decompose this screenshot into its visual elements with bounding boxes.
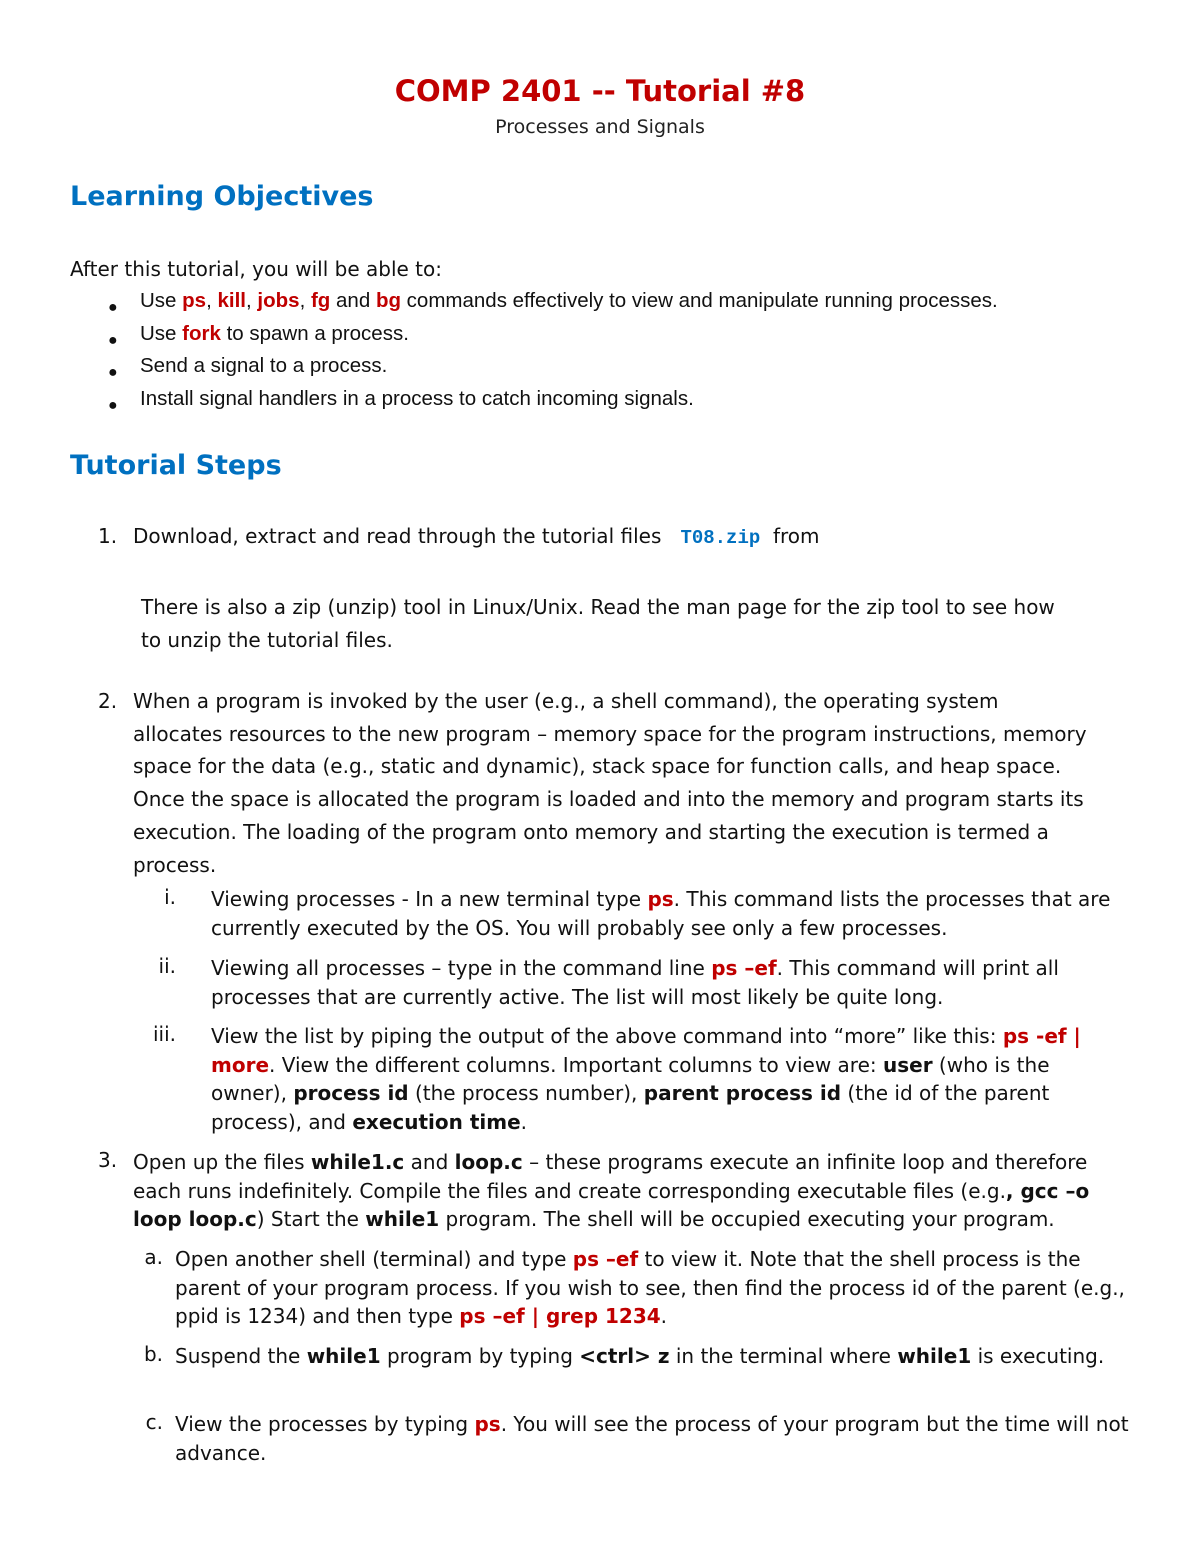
bullet-icon: ● (108, 364, 118, 381)
tutorial-steps-heading: Tutorial Steps (70, 450, 282, 481)
substep-number: iii. (152, 1022, 176, 1046)
list-item: ● Install signal handlers in a process to catch incoming signals. (108, 384, 1168, 417)
substep-text: View the processes by typing ps. You will see the process of your program but the time will not advance. (175, 1412, 1129, 1465)
file-name: T08.zip (680, 527, 761, 549)
substep-number: c. (145, 1410, 163, 1434)
substep-number: i. (164, 885, 176, 909)
learning-objectives-heading: Learning Objectives (70, 181, 374, 212)
step-3-text: Open up the files while1.c and loop.c – these programs execute an infinite loop and therefore each runs indefinitely. Compile the files and create corresponding executable files (e.g., gcc –o loop loop.c) Start the while1 program. The shell will be occupied executing your program. (133, 1150, 1090, 1231)
page-subtitle: Processes and Signals (495, 116, 705, 138)
substep-number: b. (143, 1342, 163, 1366)
objectives-intro: After this tutorial, you will be able to: (70, 257, 442, 281)
substep-text: View the list by piping the output of the above command into “more” like this: ps -ef | more. View the different columns. Important columns to view are: user (who is the owner), process id (the process number), parent process id (the id of the parent process), and execution time. (211, 1024, 1081, 1134)
bullet-icon: ● (108, 396, 118, 414)
substep-text: Viewing all processes – type in the command line ps –ef. This command will print all processes that are currently active. The list will most likely be quite long. (211, 956, 1059, 1009)
step-number: 3. (98, 1148, 118, 1172)
substep-text: Viewing processes - In a new terminal type ps. This command lists the processes that are currently executed by the OS. You will probably see only a few processes. (211, 887, 1111, 940)
bullet-icon: ● (108, 299, 118, 316)
step-1-text: Download, extract and read through the tutorial files T08.zip from (133, 524, 820, 549)
step-1-note: There is also a zip (unzip) tool in Linux/Unix. Read the man page for the zip tool to see how to unzip the tutorial files. (141, 595, 1055, 652)
bullet-icon: ● (108, 331, 118, 349)
page-title: COMP 2401 -- Tutorial #8 (394, 74, 806, 108)
substep-text: Open another shell (terminal) and type ps –ef to view it. Note that the shell process is the parent of your program process. If you wish to see, then find the process id of the parent (e.g., ppid is 1234) and then type ps –ef | grep 1234. (175, 1247, 1125, 1328)
substep-number: a. (144, 1245, 163, 1269)
step-number: 1. (98, 524, 118, 548)
substep-text: Suspend the while1 program by typing <ctrl> z in the terminal where while1 is executing. (175, 1344, 1105, 1368)
step-number: 2. (98, 689, 118, 713)
substep-number: ii. (158, 954, 176, 978)
objectives-list (108, 286, 1168, 416)
list-item: ● Use fork to spawn a process. (108, 319, 1168, 352)
step-2-text: When a program is invoked by the user (e.g., a shell command), the operating system allocates resources to the new program – memory space for the program instructions, memory space for the data (e.g., static and dynamic), stack space for function calls, and heap space. Once the space is allocated the program is loaded and into the memory and program starts its execution. The loading of the program onto memory and starting the execution is termed a process. (133, 689, 1087, 877)
list-item: ● Use ps, kill, jobs, fg and bg commands effectively to view and manipulate running processes. (108, 286, 1168, 319)
list-item: ● Send a signal to a process. (108, 351, 1168, 384)
